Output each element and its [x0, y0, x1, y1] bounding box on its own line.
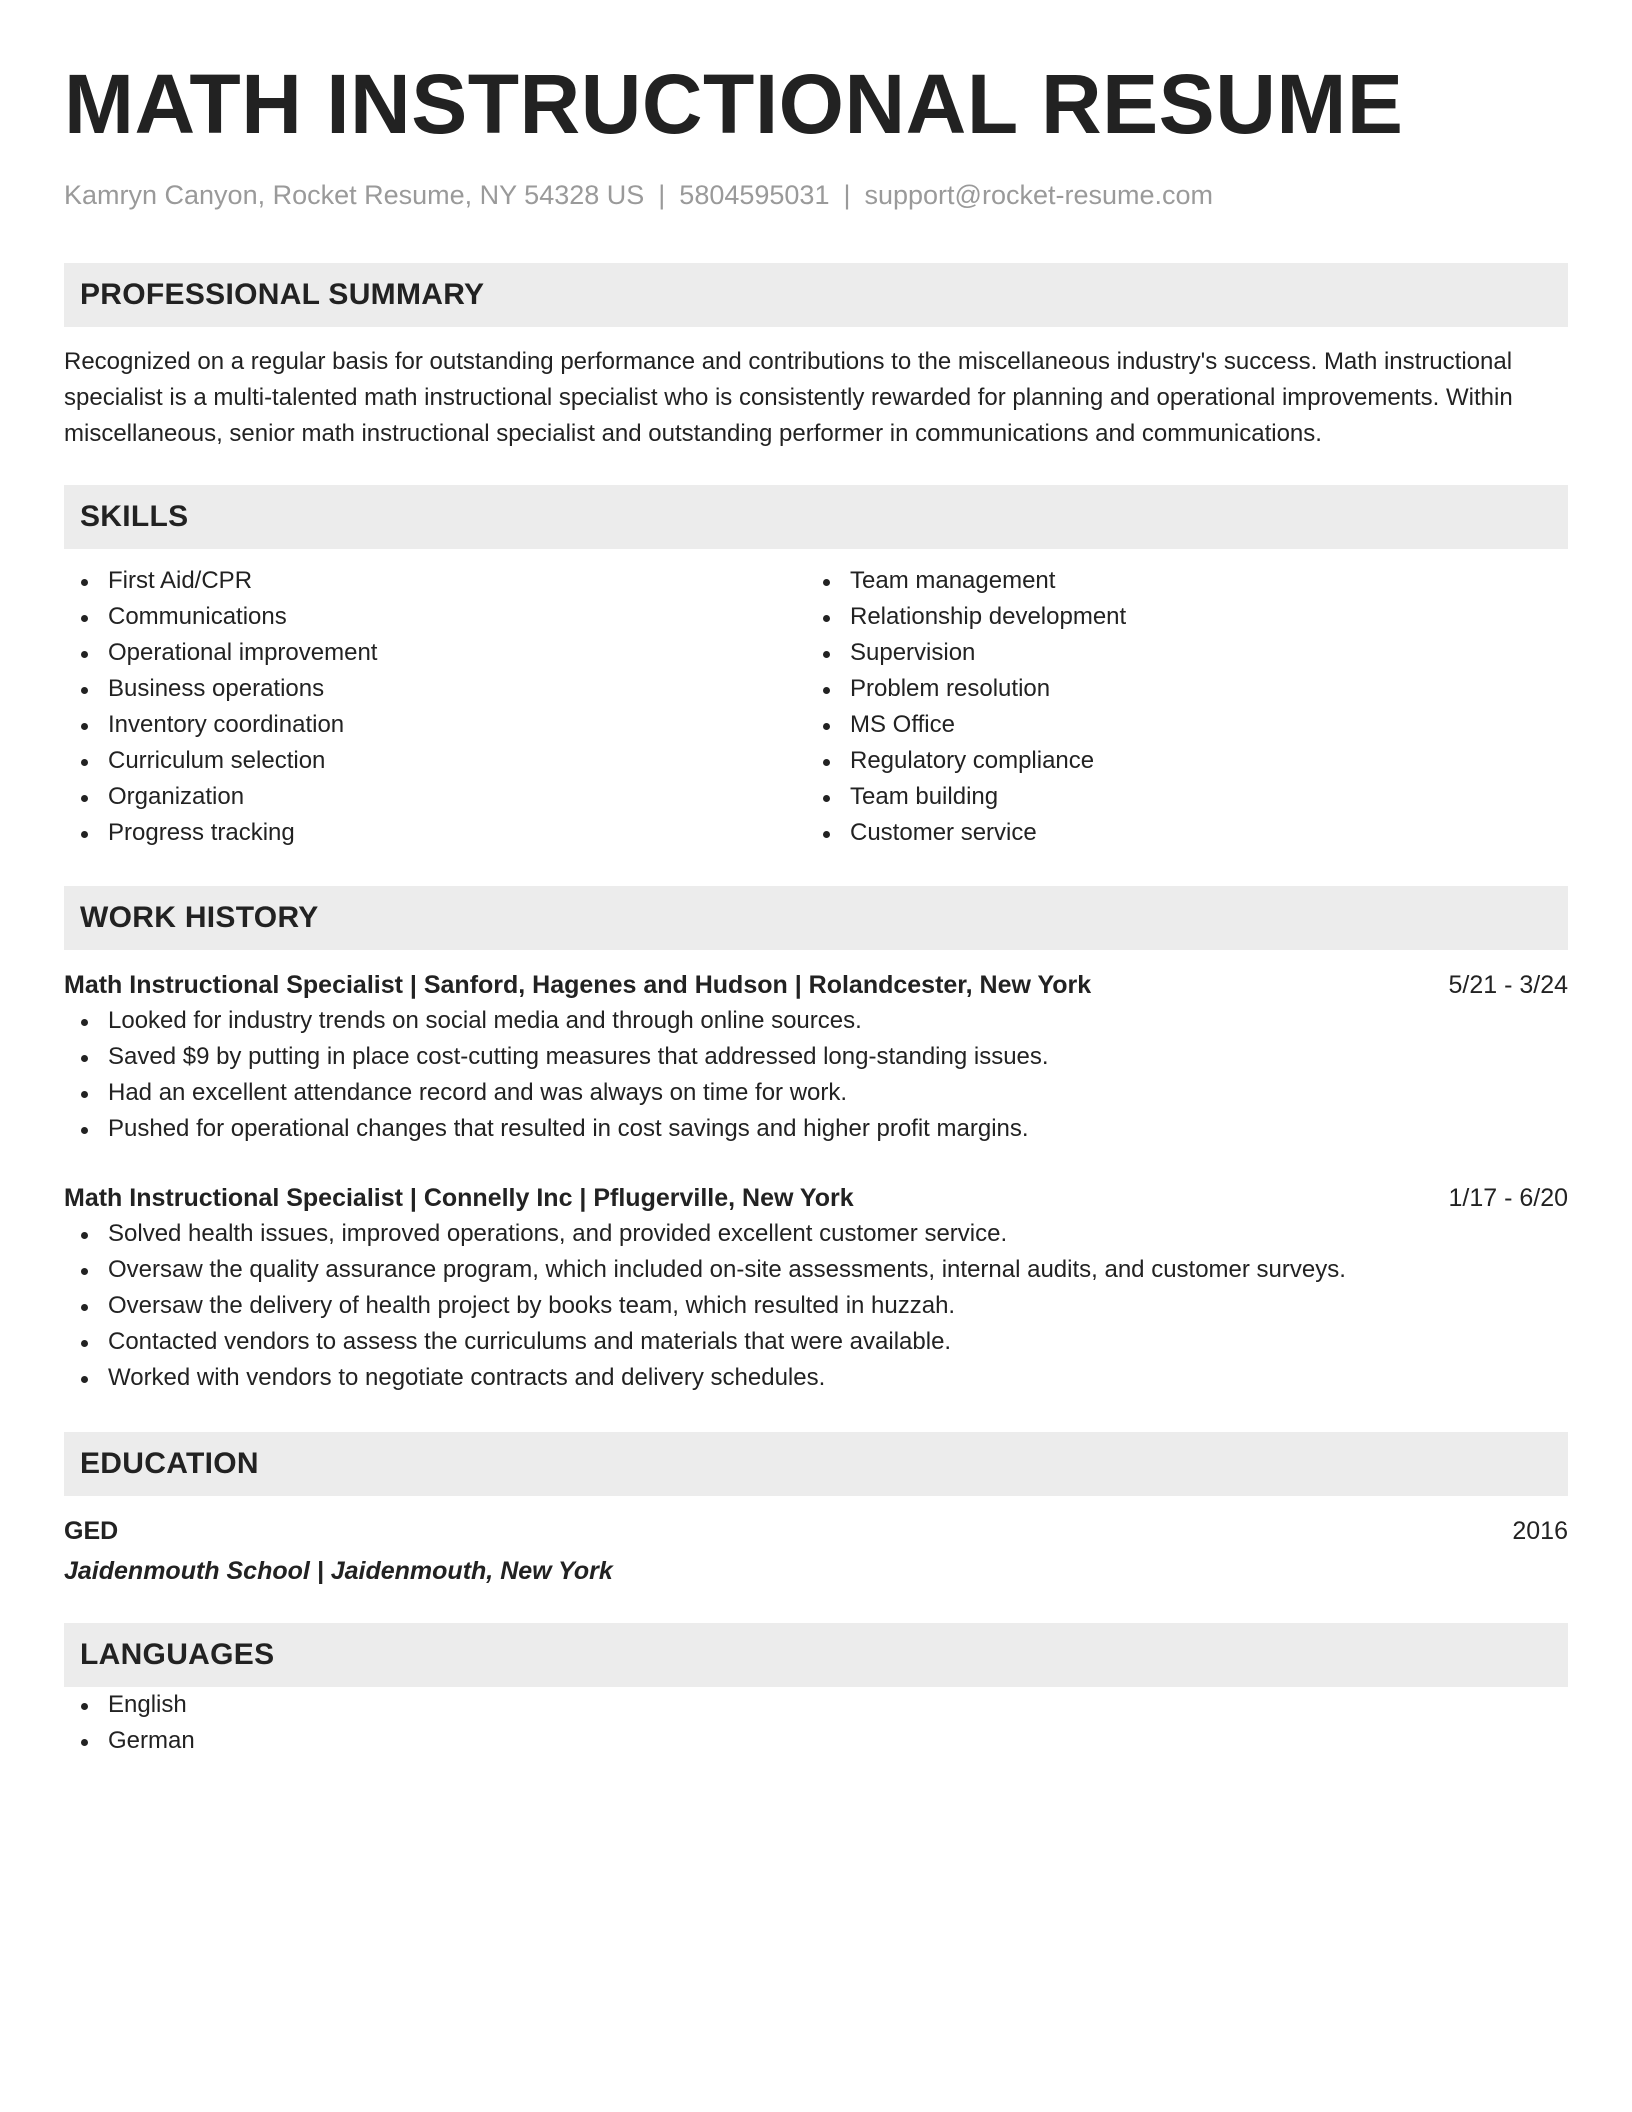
- skill-item: Business operations: [108, 671, 806, 707]
- skill-item: Progress tracking: [108, 815, 806, 851]
- job-bullet: Worked with vendors to negotiate contracts and delivery schedules.: [108, 1360, 1568, 1396]
- job-header: [64, 1180, 1568, 1216]
- job-header: [64, 967, 1568, 1003]
- job-entry: [64, 1180, 1568, 1396]
- section-heading-skills: SKILLS: [64, 485, 1568, 549]
- contact-line: [64, 178, 1568, 212]
- job-bullet: Looked for industry trends on social media and through online sources.: [108, 1003, 1568, 1039]
- job-bullet: Contacted vendors to assess the curriculums and materials that were available.: [108, 1324, 1568, 1360]
- skill-item: Operational improvement: [108, 635, 806, 671]
- skill-item: Problem resolution: [850, 671, 1548, 707]
- job-bullet: Oversaw the quality assurance program, which included on-site assessments, internal audits, and customer surveys.: [108, 1252, 1568, 1288]
- section-heading-work-history: WORK HISTORY: [64, 886, 1568, 950]
- contact-separator: |: [843, 180, 851, 210]
- language-item: English: [108, 1687, 1568, 1723]
- job-bullet: Had an excellent attendance record and was always on time for work.: [108, 1075, 1568, 1111]
- section-heading-education: EDUCATION: [64, 1432, 1568, 1496]
- job-entry: [64, 967, 1568, 1147]
- job-bullet: Saved $9 by putting in place cost-cutting measures that addressed long-standing issues.: [108, 1039, 1568, 1075]
- skill-item: MS Office: [850, 707, 1548, 743]
- language-item: German: [108, 1723, 1568, 1759]
- job-dates: 5/21 - 3/24: [1448, 971, 1568, 999]
- skills-grid: [64, 563, 1568, 851]
- skill-item: Regulatory compliance: [850, 743, 1548, 779]
- education-header: [64, 1513, 1568, 1549]
- education-school: Jaidenmouth School | Jaidenmouth, New York: [64, 1557, 613, 1585]
- skill-item: Communications: [108, 599, 806, 635]
- skill-item: Team building: [850, 779, 1548, 815]
- skill-item: First Aid/CPR: [108, 563, 806, 599]
- section-heading-languages: LANGUAGES: [64, 1623, 1568, 1687]
- skill-item: Supervision: [850, 635, 1548, 671]
- contact-email: support@rocket-resume.com: [864, 180, 1214, 210]
- skill-item: Relationship development: [850, 599, 1548, 635]
- skill-item: Inventory coordination: [108, 707, 806, 743]
- education-degree: GED: [64, 1517, 119, 1545]
- contact-address: Kamryn Canyon, Rocket Resume, NY 54328 US: [64, 180, 645, 210]
- resume-title: MATH INSTRUCTIONAL RESUME: [64, 57, 1404, 151]
- job-title: Math Instructional Specialist | Connelly Inc | Pflugerville, New York: [64, 1184, 854, 1212]
- job-bullet-list: [64, 1216, 1568, 1396]
- skills-list-right: [806, 563, 1548, 851]
- skill-item: Customer service: [850, 815, 1548, 851]
- summary-text: Recognized on a regular basis for outstanding performance and contributions to the miscellaneous industry's success. Math instructional specialist is a multi-talented math instructional specialist who is consistently rewarded for planning and operational improvements. Within miscellaneous, senior math instructional specialist and outstanding performer in communications and communications.: [64, 348, 1513, 447]
- languages-list: [64, 1687, 1568, 1759]
- job-bullet: Oversaw the delivery of health project by books team, which resulted in huzzah.: [108, 1288, 1568, 1324]
- job-bullet-list: [64, 1003, 1568, 1147]
- skill-item: Organization: [108, 779, 806, 815]
- skill-item: Curriculum selection: [108, 743, 806, 779]
- section-heading-summary: PROFESSIONAL SUMMARY: [64, 263, 1568, 327]
- job-bullet: Pushed for operational changes that resulted in cost savings and higher profit margins.: [108, 1111, 1568, 1147]
- job-dates: 1/17 - 6/20: [1448, 1184, 1568, 1212]
- contact-separator: |: [658, 180, 666, 210]
- job-bullet: Solved health issues, improved operations, and provided excellent customer service.: [108, 1216, 1568, 1252]
- job-title: Math Instructional Specialist | Sanford, Hagenes and Hudson | Rolandcester, New York: [64, 971, 1092, 999]
- skill-item: Team management: [850, 563, 1548, 599]
- education-year: 2016: [1512, 1517, 1568, 1545]
- skills-list-left: [64, 563, 806, 851]
- contact-phone: 5804595031: [679, 180, 830, 210]
